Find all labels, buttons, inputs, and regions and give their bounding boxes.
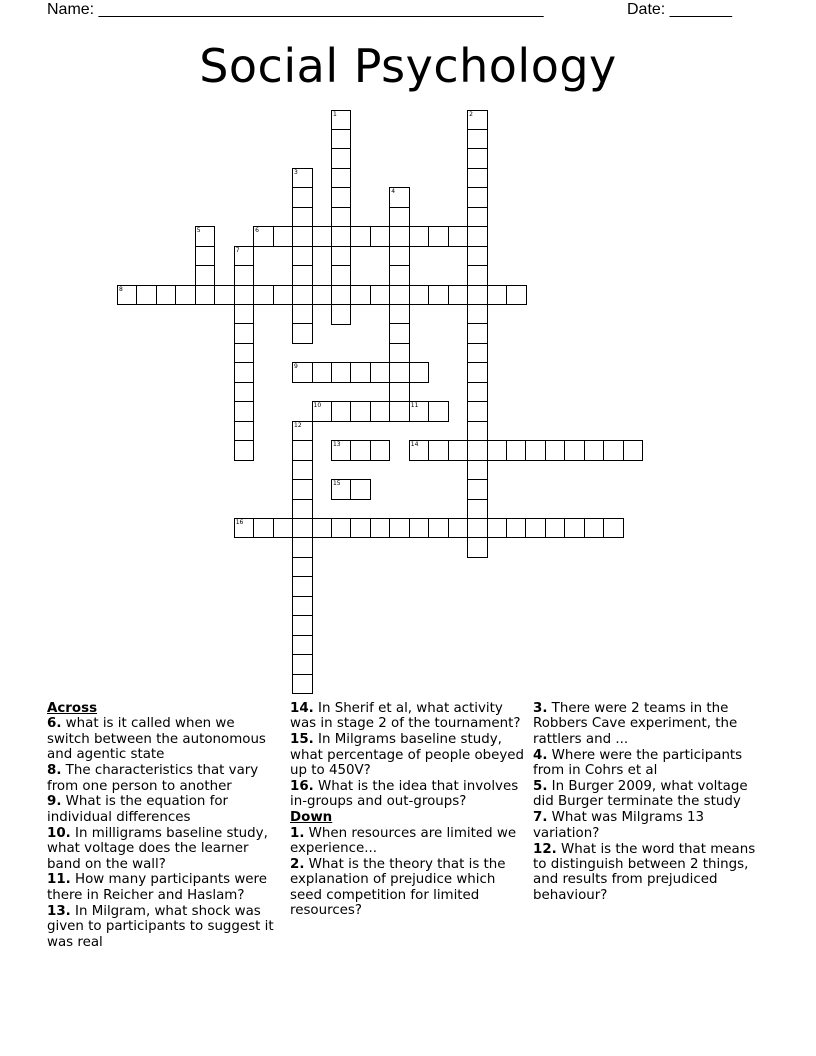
grid-cell-number: 14 [410,441,419,449]
grid-cell[interactable] [195,246,216,267]
across-heading: Across [47,701,98,716]
clue-down-5: 5. In Burger 2009, what voltage did Burger terminate the study [533,779,748,810]
grid-cell[interactable] [370,518,391,539]
grid-cell-number: 5 [196,227,201,235]
grid-cell[interactable] [350,226,371,247]
grid-cell[interactable] [370,440,391,461]
grid-cell[interactable] [467,323,488,344]
grid-cell[interactable] [428,518,449,539]
grid-cell[interactable] [428,440,449,461]
grid-cell[interactable] [292,674,313,695]
grid-cell[interactable] [331,285,352,306]
grid-cell-14[interactable] [409,440,430,461]
grid-cell[interactable] [331,129,352,150]
grid-cell[interactable] [292,265,313,286]
clues-column-2 [290,701,526,919]
clue-down-2: 2. What is the theory that is the explanation of prejudice which seed competition for limited resources? [290,857,506,919]
grid-cell[interactable] [409,285,430,306]
grid-cell-13[interactable] [331,440,352,461]
clues-column-3 [533,701,769,904]
grid-cell[interactable] [467,168,488,189]
clue-across-6: 6. what is it called when we switch between the autonomous and agentic state [47,716,266,763]
grid-cell[interactable] [487,440,508,461]
grid-cell[interactable] [506,518,527,539]
down-heading: Down [290,810,333,826]
grid-cell[interactable] [214,285,235,306]
grid-cell[interactable] [467,440,488,461]
clue-across-11: 11. How many participants were there in Reicher and Haslam? [47,872,267,903]
grid-cell[interactable] [292,304,313,325]
grid-cell[interactable] [156,285,177,306]
grid-cell[interactable] [448,226,469,247]
grid-cell[interactable] [467,265,488,286]
grid-cell[interactable] [467,343,488,364]
grid-cell[interactable] [331,304,352,325]
grid-cell[interactable] [409,518,430,539]
grid-cell[interactable] [467,304,488,325]
grid-cell-number: 6 [255,227,259,235]
grid-cell[interactable] [292,479,313,500]
grid-cell-5[interactable] [195,226,216,247]
grid-cell[interactable] [525,518,546,539]
grid-cell[interactable] [195,265,216,286]
grid-cell[interactable] [175,285,196,306]
grid-cell-number: 16 [235,518,244,526]
grid-cell[interactable] [331,518,352,539]
grid-cell[interactable] [545,440,566,461]
grid-cell-7[interactable] [234,246,255,267]
clue-across-14: 14. In Sherif et al, what activity was in stage 2 of the tournament? [290,701,521,732]
clues-column-1 [47,701,277,951]
grid-cell[interactable] [467,518,488,539]
grid-cell[interactable] [234,285,255,306]
grid-cell[interactable] [292,460,313,481]
grid-cell-3[interactable] [292,168,313,189]
grid-cell[interactable] [234,304,255,325]
grid-cell[interactable] [292,207,313,228]
grid-cell-4[interactable] [389,187,410,208]
grid-cell[interactable] [234,343,255,364]
grid-cell[interactable] [331,226,352,247]
grid-cell[interactable] [389,382,410,403]
grid-cell[interactable] [467,246,488,267]
grid-cell[interactable] [389,285,410,306]
grid-cell[interactable] [467,382,488,403]
grid-cell[interactable] [467,129,488,150]
grid-cell-number: 3 [294,168,298,176]
grid-cell[interactable] [331,168,352,189]
grid-cell-number: 1 [332,110,337,118]
grid-cell[interactable] [467,401,488,422]
grid-cell[interactable] [350,440,371,461]
clue-across-8: 8. The characteristics that vary from one person to another [47,763,259,794]
clue-across-15: 15. In Milgrams baseline study, what percentage of people obeyed up to 450V? [290,732,525,779]
grid-cell[interactable] [292,557,313,578]
grid-cell[interactable] [331,246,352,267]
grid-cell[interactable] [234,265,255,286]
grid-cell-8[interactable] [117,285,138,306]
grid-cell[interactable] [292,654,313,675]
grid-cell-11[interactable] [409,401,430,422]
grid-cell[interactable] [292,323,313,344]
grid-cell[interactable] [389,304,410,325]
grid-cell-number: 9 [294,363,298,371]
grid-cell[interactable] [292,285,313,306]
date-blank[interactable]: _______ [669,1,732,18]
grid-cell[interactable] [292,187,313,208]
grid-cell-2[interactable] [467,110,488,131]
grid-cell[interactable] [467,362,488,383]
grid-cell[interactable] [292,537,313,558]
grid-cell[interactable] [389,518,410,539]
grid-cell[interactable] [389,226,410,247]
clue-across-13: 13. In Milgram, what shock was given to participants to suggest it was real [47,903,274,950]
clue-down-3: 3. There were 2 teams in the Robbers Cave experiment, the rattlers and ... [533,701,738,747]
grid-cell[interactable] [448,518,469,539]
grid-cell[interactable] [584,518,605,539]
grid-cell[interactable] [253,518,274,539]
grid-cell[interactable] [331,148,352,169]
grid-cell[interactable] [312,518,333,539]
grid-cell[interactable] [370,285,391,306]
page-title: Social Psychology [199,39,617,93]
grid-cell[interactable] [467,479,488,500]
grid-cell[interactable] [273,518,294,539]
grid-cell[interactable] [331,401,352,422]
grid-cell-number: 11 [410,402,419,410]
grid-cell[interactable] [409,226,430,247]
grid-cell[interactable] [253,285,274,306]
grid-cell[interactable] [603,518,624,539]
name-label: Name: [47,1,95,18]
grid-cell[interactable] [312,226,333,247]
grid-cell-10[interactable] [312,401,333,422]
grid-cell[interactable] [234,421,255,442]
grid-cell[interactable] [292,615,313,636]
grid-cell[interactable] [467,187,488,208]
grid-cell[interactable] [292,499,313,520]
grid-cell[interactable] [195,285,216,306]
clue-across-10: 10. In milligrams baseline study, what voltage does the learner band on the wall? [47,825,268,872]
grid-cell[interactable] [312,362,333,383]
grid-cell[interactable] [370,401,391,422]
name-blank[interactable]: __________________________________________________ [98,1,544,18]
grid-cell[interactable] [525,440,546,461]
grid-cell[interactable] [564,518,585,539]
grid-cell[interactable] [389,401,410,422]
grid-cell-number: 8 [119,285,123,293]
clue-down-12: 12. What is the word that means to distinguish between 2 things, and results from prejudiced behaviour? [533,841,756,903]
grid-cell[interactable] [292,440,313,461]
grid-cell-number: 4 [391,188,396,196]
grid-cell[interactable] [234,323,255,344]
grid-cell[interactable] [389,323,410,344]
grid-cell[interactable] [428,226,449,247]
grid-cell[interactable] [389,207,410,228]
grid-cell[interactable] [603,440,624,461]
clue-across-9: 9. What is the equation for individual differences [47,794,229,825]
grid-cell[interactable] [136,285,157,306]
grid-cell[interactable] [506,440,527,461]
clue-down-4: 4. Where were the participants from in Cohrs et al [533,747,743,779]
grid-cell[interactable] [370,362,391,383]
grid-cell[interactable] [467,285,488,306]
grid-cell[interactable] [331,362,352,383]
grid-cell[interactable] [350,518,371,539]
grid-cell[interactable] [467,460,488,481]
grid-cell[interactable] [467,537,488,558]
grid-cell[interactable] [487,518,508,539]
grid-cell[interactable] [389,362,410,383]
grid-cell[interactable] [312,285,333,306]
clue-across-16: 16. What is the idea that involves in-groups and out-groups? [290,779,519,810]
grid-cell-number: 12 [294,421,302,429]
clue-down-1: 1. When resources are limited we experience... [290,825,517,857]
grid-cell[interactable] [389,246,410,267]
grid-cell[interactable] [234,401,255,422]
grid-cell[interactable] [292,246,313,267]
grid-cell[interactable] [467,148,488,169]
grid-cell-12[interactable] [292,421,313,442]
grid-cell[interactable] [234,382,255,403]
grid-cell[interactable] [350,362,371,383]
grid-cell[interactable] [292,226,313,247]
grid-cell[interactable] [273,226,294,247]
grid-cell[interactable] [448,440,469,461]
grid-cell[interactable] [331,207,352,228]
grid-cell-16[interactable] [234,518,255,539]
grid-cell[interactable] [623,440,644,461]
grid-cell[interactable] [370,226,391,247]
grid-cell[interactable] [448,285,469,306]
grid-cell[interactable] [331,265,352,286]
grid-cell-6[interactable] [253,226,274,247]
grid-cell[interactable] [545,518,566,539]
grid-cell[interactable] [506,285,527,306]
grid-cell[interactable] [487,285,508,306]
grid-cell[interactable] [273,285,294,306]
grid-cell-number: 13 [332,441,341,449]
grid-cell-15[interactable] [331,479,352,500]
grid-cell[interactable] [292,576,313,597]
grid-cell[interactable] [467,421,488,442]
grid-cell[interactable] [467,207,488,228]
grid-cell[interactable] [350,401,371,422]
grid-cell[interactable] [389,343,410,364]
grid-cell[interactable] [292,596,313,617]
grid-cell[interactable] [292,635,313,656]
date-label: Date: [627,1,666,18]
grid-cell[interactable] [350,285,371,306]
grid-cell[interactable] [564,440,585,461]
grid-cell-number: 7 [235,246,240,254]
grid-cell-9[interactable] [292,362,313,383]
grid-cell[interactable] [428,401,449,422]
grid-cell-number: 10 [313,402,322,410]
grid-cell-1[interactable] [331,110,352,131]
clue-down-7: 7. What was Milgrams 13 variation? [533,810,705,841]
grid-cell[interactable] [428,285,449,306]
grid-cell[interactable] [234,440,255,461]
grid-cell[interactable] [331,187,352,208]
grid-cell[interactable] [234,362,255,383]
grid-cell-number: 15 [332,480,341,488]
grid-cell-number: 2 [469,110,473,118]
grid-cell[interactable] [409,362,430,383]
grid-cell[interactable] [292,518,313,539]
grid-cell[interactable] [584,440,605,461]
grid-cell[interactable] [389,265,410,286]
grid-cell[interactable] [467,226,488,247]
grid-cell[interactable] [350,479,371,500]
grid-cell[interactable] [467,499,488,520]
